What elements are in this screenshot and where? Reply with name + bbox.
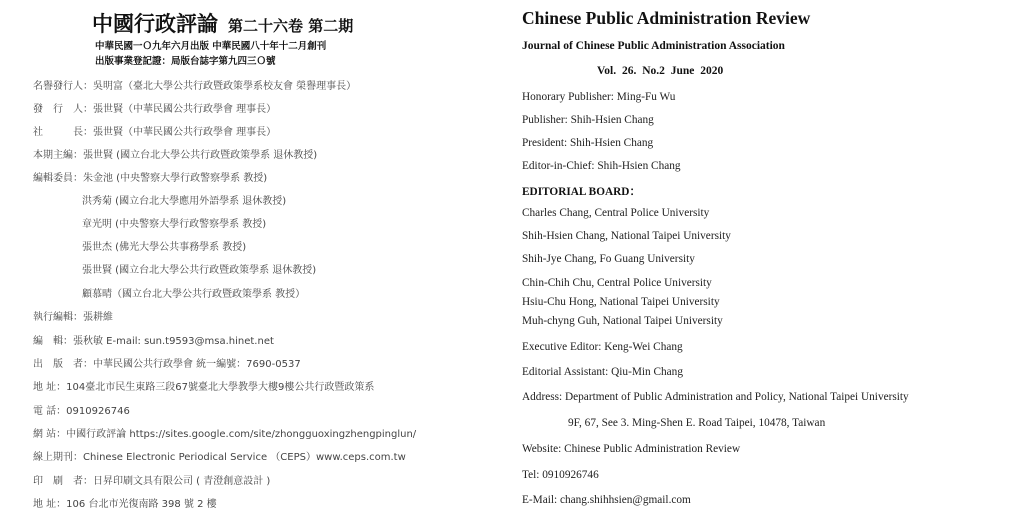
journal-title-chinese (92, 8, 353, 38)
board-member-cn: 張世杰 (佛光大學公共事務學系 教授) (82, 242, 247, 253)
board-member-en: Shih-Jye Chang, Fo Guang University (522, 253, 695, 265)
publisher-en: Publisher: Shih-Hsien Chang (522, 114, 654, 126)
phone-en: Tel: 0910926746 (522, 469, 599, 481)
board-member-cn: 章光明 (中央警察大學行政警察學系 教授) (82, 219, 267, 230)
editorial-board-cn: 編輯委員：朱金池 (中央警察大學行政警察學系 教授) (33, 173, 268, 184)
volume-issue-english: Vol. 26. No.2 June 2020 (597, 65, 724, 77)
website-en: Website: Chinese Public Administration Review (522, 443, 741, 455)
printer-address-cn: 地 址：106 台北市光復南路 398 號 2 樓 (33, 499, 217, 510)
publisher-cn: 發 行 人：張世賢（中華民國公共行政學會 理事長） (33, 104, 277, 115)
editorial-assistant-en: Editorial Assistant: Qiu-Min Chang (522, 366, 683, 378)
phone-cn: 電 話：0910926746 (33, 406, 130, 417)
honorary-publisher-cn: 名譽發行人：吳明富（臺北大學公共行政暨政策學系校友會 榮譽理事長） (33, 81, 357, 92)
honorary-publisher-en: Honorary Publisher: Ming-Fu Wu (522, 91, 676, 103)
board-member-en: Hsiu-Chu Hong, National Taipei University (522, 296, 720, 308)
address-line-2-en: 9F, 67, See 3. Ming-Shen E. Road Taipei, 10478, Taiwan (568, 417, 826, 429)
address-cn: 地 址：104臺北市民生東路三段67號臺北大學教學大樓9樓公共行政暨政策系 (33, 382, 375, 393)
board-member-cn: 顧慕晴（國立台北大學公共行政暨政策學系 教授） (82, 289, 306, 300)
board-member-cn: 洪秀菊 (國立台北大學應用外語學系 退休教授) (82, 196, 287, 207)
registration-line: 出版事業登記證：局版台誌字第九四三Ｏ號 (95, 56, 276, 67)
founding-line: 中華民國一Ｏ九年六月出版 中華民國八十年十二月創刊 (95, 41, 327, 52)
board-member-cn: 張世賢 (國立台北大學公共行政暨政策學系 退休教授) (82, 265, 317, 276)
editorial-board-heading-en: EDITORIAL BOARD： (522, 186, 641, 198)
address-en: Address: Department of Public Administration and Policy, National Taipei University (522, 391, 909, 403)
board-member-en: Chin-Chih Chu, Central Police University (522, 277, 712, 289)
website-cn: 網 站：中國行政評論 https://sites.google.com/site/zhongguoxingzhengpinglun/ (33, 429, 417, 440)
journal-title-english: Chinese Public Administration Review (522, 8, 811, 28)
executive-editor-en: Executive Editor: Keng-Wei Chang (522, 341, 683, 353)
board-member-en: Charles Chang, Central Police University (522, 207, 710, 219)
editor-in-chief-en: Editor-in-Chief: Shih-Hsien Chang (522, 160, 681, 172)
journal-title-text: 中國行政評論 (92, 12, 218, 36)
association-journal-english: Journal of Chinese Public Administration Association (522, 40, 785, 52)
online-journal-cn: 線上期刊：Chinese Electronic Periodical Service （CEPS）www.ceps.com.tw (33, 452, 406, 463)
email-en: E-Mail: chang.shihhsien@gmail.com (522, 494, 691, 506)
printer-cn: 印 刷 者：日昇印刷文具有限公司 ( 青澄創意設計 ) (33, 476, 271, 487)
publisher-org-cn: 出 版 者：中華民國公共行政學會 統一編號：7690-0537 (33, 359, 301, 370)
board-member-en: Shih-Hsien Chang, National Taipei University (522, 230, 731, 242)
editor-email-cn: 編 輯：張秋敏 E-mail: sun.t9593@msa.hinet.net (33, 336, 274, 347)
president-en: President: Shih-Hsien Chang (522, 137, 654, 149)
board-member-en: Muh-chyng Guh, National Taipei University (522, 315, 723, 327)
president-cn: 社 長：張世賢（中華民國公共行政學會 理事長） (33, 127, 277, 138)
executive-editor-cn: 執行編輯：張耕維 (33, 312, 113, 323)
volume-issue-chinese: 第二十六卷 第二期 (228, 17, 354, 35)
editor-in-chief-cn: 本期主編：張世賢 (國立台北大學公共行政暨政策學系 退休教授) (33, 150, 318, 161)
